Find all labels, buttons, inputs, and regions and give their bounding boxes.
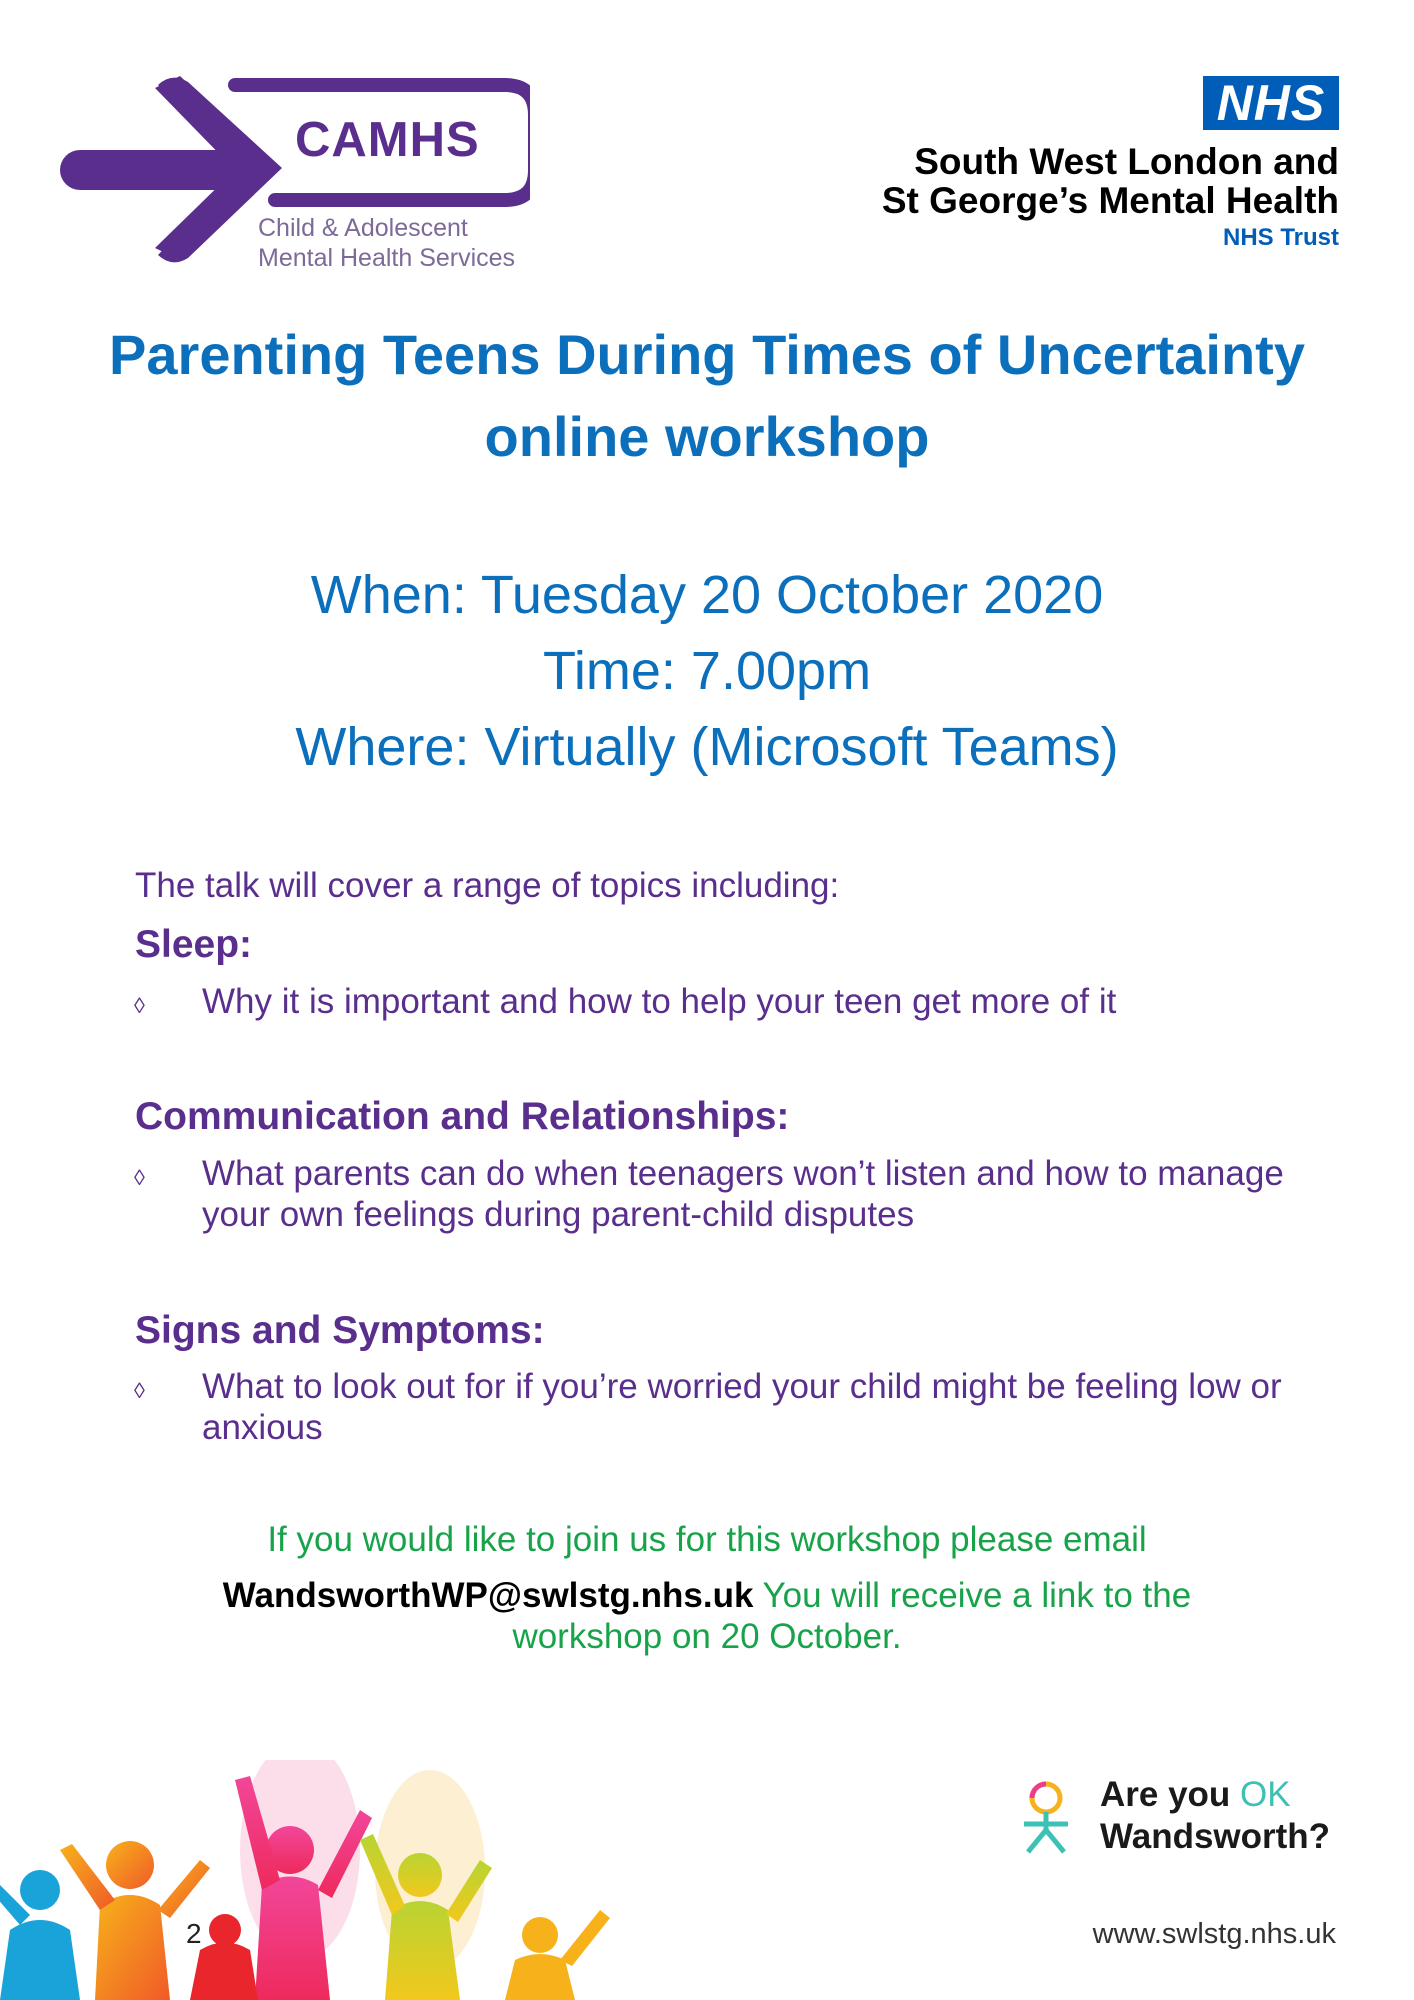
topic-text-communication: What parents can do when teenagers won’t listen and how to manage your own feelings during parent-child disputes <box>202 1154 1284 1234</box>
topic-text-signs: What to look out for if you’re worried your child might be feeling low or anxious <box>202 1367 1282 1447</box>
diamond-bullet-icon: ◊ <box>134 1378 145 1403</box>
trust-name-line2: St George’s Mental Health <box>881 180 1339 221</box>
campaign-line2: Wandsworth? <box>1100 1817 1331 1856</box>
event-date: When: Tuesday 20 October 2020 <box>310 565 1104 625</box>
topic-heading-sleep: Sleep: <box>135 923 253 966</box>
event-location: Where: Virtually (Microsoft Teams) <box>295 717 1119 777</box>
page-title-line1: Parenting Teens During Times of Uncertainty <box>109 323 1305 386</box>
trust-name-line3: NHS Trust <box>1222 224 1339 251</box>
diamond-bullet-icon: ◊ <box>134 1165 145 1190</box>
website-link[interactable]: www.swlstg.nhs.uk <box>1092 1918 1336 1950</box>
camhs-subtitle-line2: Mental Health Services <box>258 244 516 272</box>
page-number: 2 <box>186 1918 202 1949</box>
nhs-logo-badge: NHS <box>1203 76 1339 130</box>
campaign-ok: OK <box>1240 1775 1291 1814</box>
camhs-wordmark: CAMHS <box>295 113 480 167</box>
dancer-yellow <box>505 1910 610 2000</box>
dancers-illustration <box>0 1760 640 2000</box>
trust-name-line1: South West London and <box>914 141 1339 182</box>
contact-email-link[interactable]: WandsworthWP@swlstg.nhs.uk <box>222 1576 754 1615</box>
dancer-blue <box>0 1870 80 2000</box>
event-time: Time: 7.00pm <box>542 641 872 701</box>
contact-line3: workshop on 20 October. <box>512 1617 902 1656</box>
camhs-subtitle-line1: Child & Adolescent <box>258 214 468 242</box>
topic-text-sleep: Why it is important and how to help your teen get more of it <box>202 982 1117 1021</box>
contact-line2-rest: You will receive a link to the <box>753 1576 1192 1615</box>
person-icon <box>1018 1780 1074 1854</box>
page-title-line2: online workshop <box>484 405 930 468</box>
topic-heading-signs: Signs and Symptoms: <box>135 1309 545 1352</box>
campaign-text: Are you <box>1100 1775 1241 1814</box>
camhs-arrow-shaft <box>60 150 235 190</box>
topics-intro: The talk will cover a range of topics including: <box>135 866 840 905</box>
topic-heading-communication: Communication and Relationships: <box>135 1095 790 1138</box>
campaign-line1 <box>1100 1775 1291 1815</box>
contact-line1: If you would like to join us for this workshop please email <box>267 1520 1147 1559</box>
diamond-bullet-icon: ◊ <box>134 993 145 1018</box>
contact-line2 <box>0 1576 1414 1616</box>
